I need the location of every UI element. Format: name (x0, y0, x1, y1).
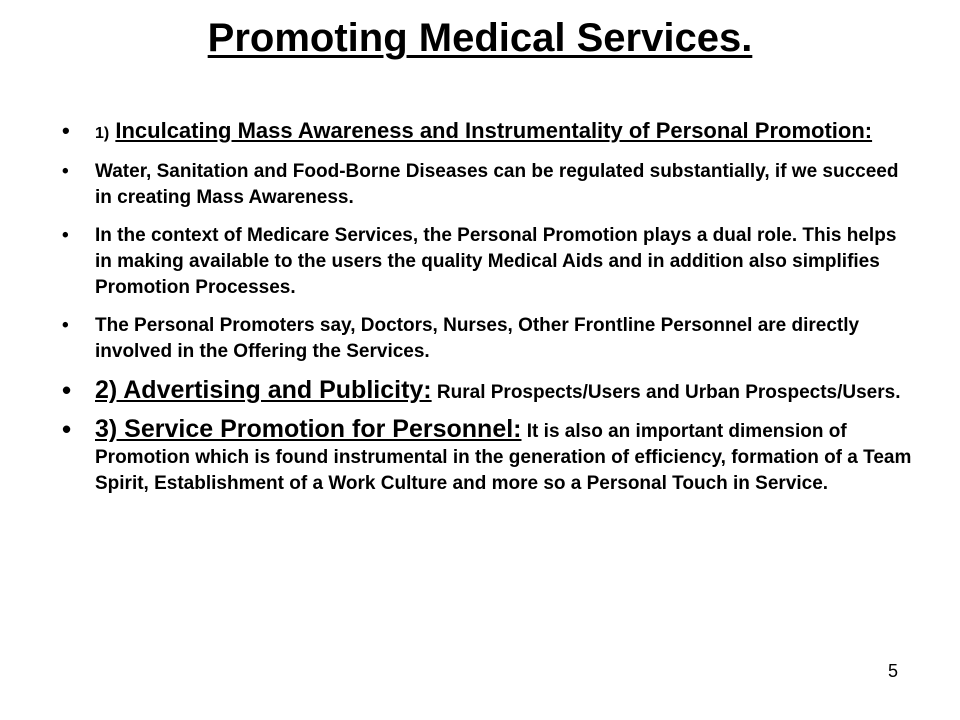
bullet-dot: • (62, 225, 69, 246)
bullet-number: 1) (95, 125, 110, 142)
bullet-dot: • (62, 161, 69, 182)
slide-title: Promoting Medical Services. (207, 16, 753, 60)
bullet-text: Water, Sanitation and Food-Borne Diseases can be regulated substantially, if we succeed in creating Mass Awareness. (95, 161, 899, 208)
bullet-item-6 (62, 416, 912, 497)
bullet-text: It is also an important dimension of Promotion which is found instrumental in the generation of efficiency, formation of a Team Spirit, Establishment of a Work Culture and more so a Personal Touch in Service. (95, 421, 912, 494)
page-number: 5 (888, 661, 899, 681)
bullet-item-3 (62, 223, 912, 301)
bullet-text: Rural Prospects/Users and Urban Prospects/Users. (436, 382, 901, 403)
bullet-heading: 3) Service Promotion for Personnel: (95, 415, 522, 443)
bullet-item-4 (62, 313, 912, 365)
bullet-item-2 (62, 159, 912, 211)
bullet-dot: • (62, 118, 70, 143)
bullet-heading: 2) Advertising and Publicity: (95, 376, 432, 404)
bullet-dot: • (62, 375, 72, 405)
bullet-text: The Personal Promoters say, Doctors, Nurses, Other Frontline Personnel are directly involved in the Offering the Services. (95, 315, 860, 362)
bullet-list (62, 118, 912, 507)
bullet-dot: • (62, 414, 72, 444)
bullet-item-5 (62, 377, 912, 406)
bullet-dot: • (62, 315, 69, 336)
bullet-heading: Inculcating Mass Awareness and Instrumentality of Personal Promotion: (115, 118, 873, 143)
bullet-item-1 (62, 118, 912, 147)
bullet-text: In the context of Medicare Services, the Personal Promotion plays a dual role. This helps in making available to the users the quality Medical Aids and in addition also simplifies Promotion Processes. (95, 225, 897, 298)
